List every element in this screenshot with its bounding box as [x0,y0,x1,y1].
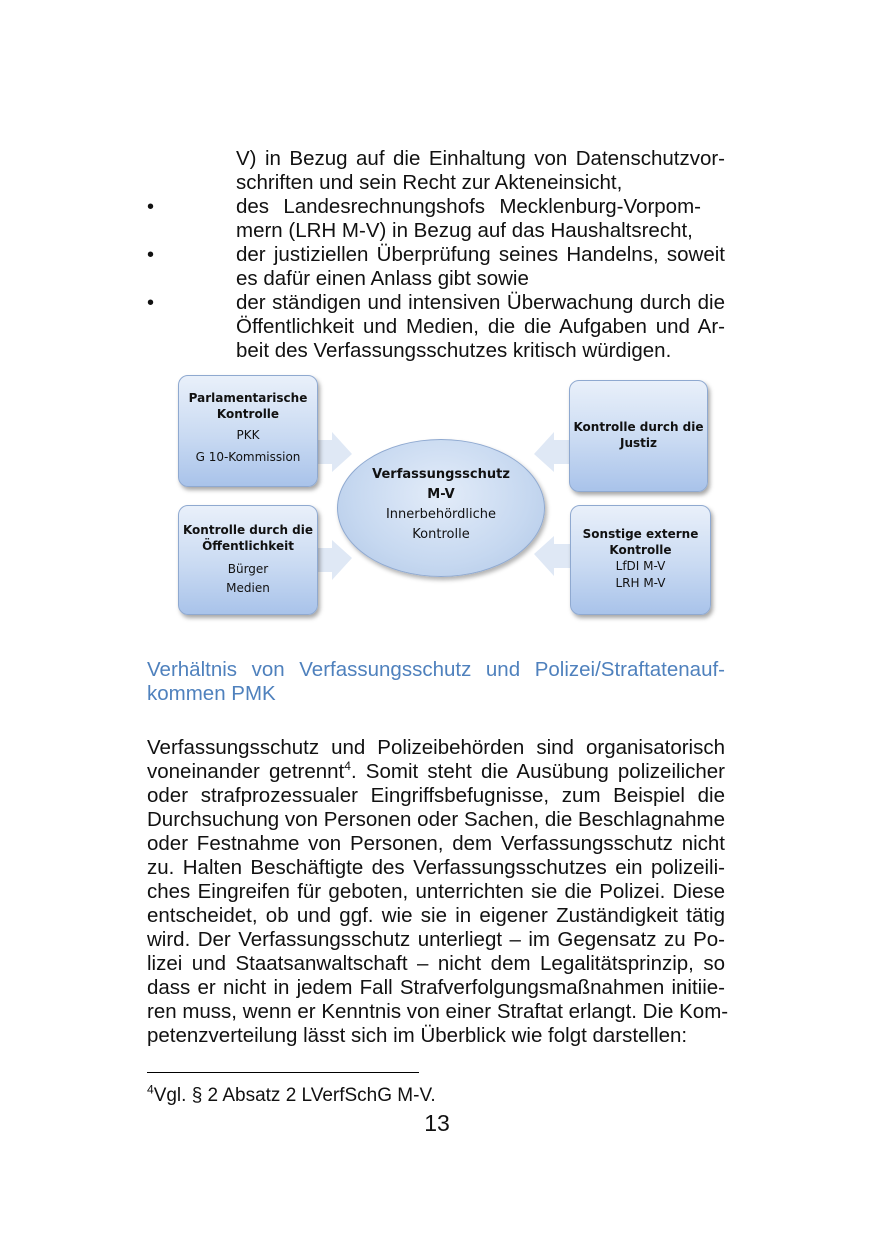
paragraph-line: entscheidet, ob und ggf. wie sie in eigener Zuständigkeit tätig [147,904,725,927]
footnote-mark: 4 [147,1082,154,1097]
bullet: • [147,244,155,266]
paragraph-line: voneinander getrennt$^4$. Somit steht die Ausübung polizeilicher [147,759,725,783]
bullet: • [147,196,155,218]
footnote-reference[interactable]: 4 [344,759,351,774]
box-title: Sonstige externe [582,527,699,541]
center-subtitle: Innerbehördliche [385,507,497,522]
list-line: schriften und sein Recht zur Akteneinsicht, [236,171,623,194]
list-line: der justiziellen Überprüfung seines Handelns, soweit [236,243,725,266]
box-item: Medien [226,581,270,595]
box-item: G 10-Kommission [195,450,301,464]
box-title: Kontrolle durch die [573,420,704,434]
box-item: LfDI M-V [615,559,666,573]
box-other-external-control [570,505,711,615]
list-line: V) in Bezug auf die Einhaltung von Datenschutzvor- [236,147,725,170]
box-title: Kontrolle [609,543,672,557]
list-line: mern (LRH M-V) in Bezug auf das Haushaltsrecht, [236,219,693,242]
list-line: Öffentlichkeit und Medien, die die Aufgaben und Ar- [236,315,725,338]
paragraph-line: zu. Halten Beschäftigte des Verfassungsschutzes ein polizeili- [147,856,725,879]
paragraph-line: oder strafprozessualer Eingriffsbefugnisse, zum Beispiel die [147,784,725,807]
box-title: Parlamentarische [188,391,308,405]
list-line: beit des Verfassungsschutzes kritisch würdigen. [236,339,672,362]
box-title: Kontrolle durch die [182,523,314,537]
box-title: Justiz [620,436,657,450]
box-title: Öffentlichkeit [202,539,294,553]
center-subtitle: Kontrolle [412,527,470,542]
list-line: der ständigen und intensiven Überwachung durch die [236,291,725,314]
paragraph-line: Verfassungsschutz und Polizeibehörden sind organisatorisch [147,736,725,759]
paragraph-line: wird. Der Verfassungsschutz unterliegt – im Gegensatz zu Po- [147,928,725,951]
paragraph-line: oder Festnahme von Personen, dem Verfassungsschutz nicht [147,832,725,855]
section-heading: Verhältnis von Verfassungsschutz und Polizei/Straftatenauf- [147,658,725,681]
box-item: PKK [236,428,260,442]
box-title: Kontrolle [216,407,280,421]
page-number: 13 [424,1110,450,1136]
center-ellipse [337,439,545,577]
paragraph-line: petenzverteilung lässt sich im Überblick wie folgt darstellen: [147,1024,688,1047]
box-item: Bürger [227,562,269,576]
center-title: M-V [427,487,455,502]
footnote [147,1084,436,1108]
footnote-divider [147,1072,419,1073]
paragraph-line: ches Eingreifen für geboten, unterrichten sie die Polizei. Diese [147,880,725,903]
paragraph-line: Durchsuchung von Personen oder Sachen, die Beschlagnahme [147,808,725,831]
box-public-control [178,505,318,615]
box-judicial-control [569,380,708,492]
paragraph-line: dass er nicht in jedem Fall Strafverfolgungsmaßnahmen initiie- [147,976,725,999]
center-title: Verfassungsschutz [372,467,510,482]
list-line: es dafür einen Anlass gibt sowie [236,267,529,290]
box-item: LRH M-V [615,576,666,590]
bullet: • [147,292,155,314]
paragraph-line: ren muss, wenn er Kenntnis von einer Straftat erlangt. Die Kom- [147,1000,729,1023]
arrow-bottom-left [318,540,352,580]
section-heading: kommen PMK [147,682,276,705]
footnote-text: Vgl. § 2 Absatz 2 LVerfSchG M-V. [153,1085,436,1106]
list-line: des Landesrechnungshofs Mecklenburg-Vorpom- [236,195,701,218]
paragraph-line: lizei und Staatsanwaltschaft – nicht dem Legalitätsprinzip, so [147,952,725,975]
box-parliamentary-control [178,375,318,487]
